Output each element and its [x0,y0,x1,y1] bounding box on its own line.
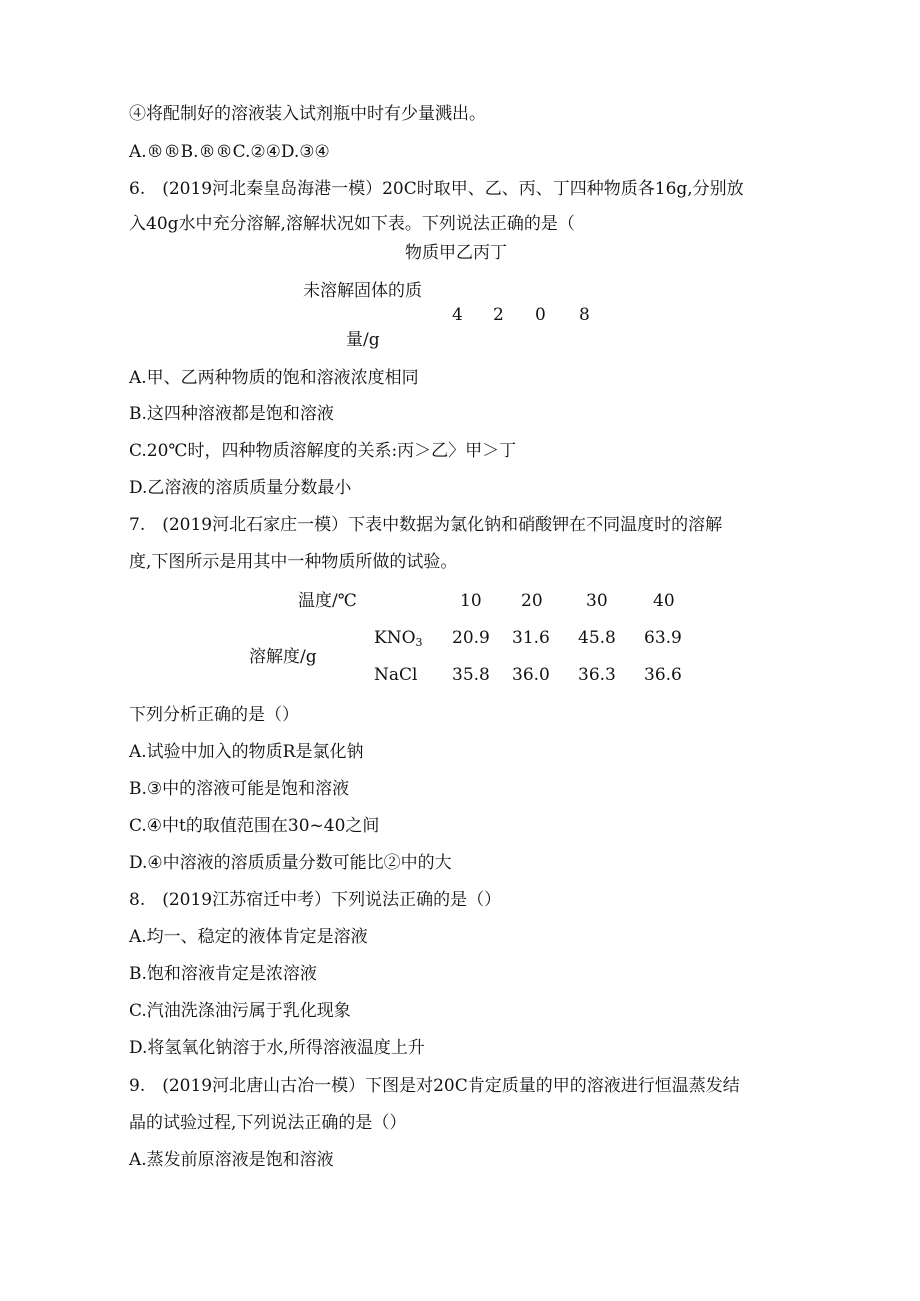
q7-temp-label: 温度/℃ [298,591,357,611]
q8-option-a: A.均一、稳定的液体肯定是溶液 [129,927,368,947]
q7-temp-30: 30 [586,591,608,611]
q6-table-header: 物质甲乙丙丁 [405,243,507,263]
q7-temp-10: 10 [460,591,482,611]
q7-kno3-40: 63.9 [644,628,682,648]
q7-nacl-20: 36.0 [512,665,550,685]
q5-answer-choices: A.®®B.®®C.②④D.③④ [129,142,330,162]
q6-value-yi: 2 [493,305,504,325]
q6-row-label-1: 未溶解固体的质 [303,281,422,301]
q8-option-c: C.汽油洗涤油污属于乳化现象 [129,1001,351,1021]
q6-stem-line-1: 6. (2019河北秦皇岛海港一模）20C时取甲、乙、丙、丁四种物质各16g,分别放 [129,179,744,199]
q8-stem: 8. (2019江苏宿迁中考）下列说法正确的是（） [129,890,502,910]
q5-option-4: ④将配制好的溶液装入试剂瓶中时有少量溅出。 [129,104,486,124]
q7-option-c: C.④中t的取值范围在30~40之间 [129,816,380,836]
q6-option-b: B.这四种溶液都是饱和溶液 [129,404,334,424]
q7-nacl-40: 36.6 [644,665,682,685]
q7-kno3-label [374,627,423,654]
q7-temp-40: 40 [653,591,675,611]
q7-kno3-20: 31.6 [512,628,550,648]
q6-option-c: C.20℃时，四种物质溶解度的关系:丙＞乙〉甲＞丁 [129,441,517,461]
q7-kno3-30: 45.8 [578,628,616,648]
q7-temp-20: 20 [521,591,543,611]
q6-value-ding: 8 [579,305,590,325]
q7-analysis-stem: 下列分析正确的是（） [129,705,299,725]
q9-stem-line-1: 9. (2019河北唐山古冶一模）下图是对20C肯定质量的甲的溶液进行恒温蒸发结 [129,1076,740,1096]
q7-stem-line-2: 度,下图所示是用其中一种物质所做的试验。 [129,552,458,572]
q7-nacl-label: NaCl [374,665,418,685]
q6-value-jia: 4 [452,305,463,325]
q7-option-a: A.试验中加入的物质R是氯化钠 [129,742,364,762]
q6-value-bing: 0 [535,305,546,325]
q7-kno3-10: 20.9 [452,628,490,648]
q6-option-a: A.甲、乙两种物质的饱和溶液浓度相同 [129,368,419,388]
q7-kno3-formula: KNO [374,628,416,648]
q6-option-d: D.乙溶液的溶质质量分数最小 [129,478,352,498]
q7-nacl-30: 36.3 [578,665,616,685]
q6-row-label-2: 量/g [346,330,380,350]
q7-option-b: B.③中的溶液可能是饱和溶液 [129,779,350,799]
q9-option-a: A.蒸发前原溶液是饱和溶液 [129,1150,334,1170]
q8-option-b: B.饱和溶液肯定是浓溶液 [129,964,317,984]
q7-kno3-subscript: 3 [415,636,423,649]
q7-option-d: D.④中溶液的溶质质量分数可能比②中的大 [129,853,452,873]
q7-nacl-10: 35.8 [452,665,490,685]
q9-stem-line-2: 晶的试验过程,下列说法正确的是（） [129,1113,407,1133]
q7-solubility-label: 溶解度/g [249,647,317,667]
q7-stem-line-1: 7. (2019河北石家庄一模）下表中数据为氯化钠和硝酸钾在不同温度时的溶解 [129,515,723,535]
q6-stem-line-2: 入40g水中充分溶解,溶解状况如下表。下列说法正确的是（ [129,214,575,234]
q8-option-d: D.将氢氧化钠溶于水,所得溶液温度上升 [129,1038,425,1058]
